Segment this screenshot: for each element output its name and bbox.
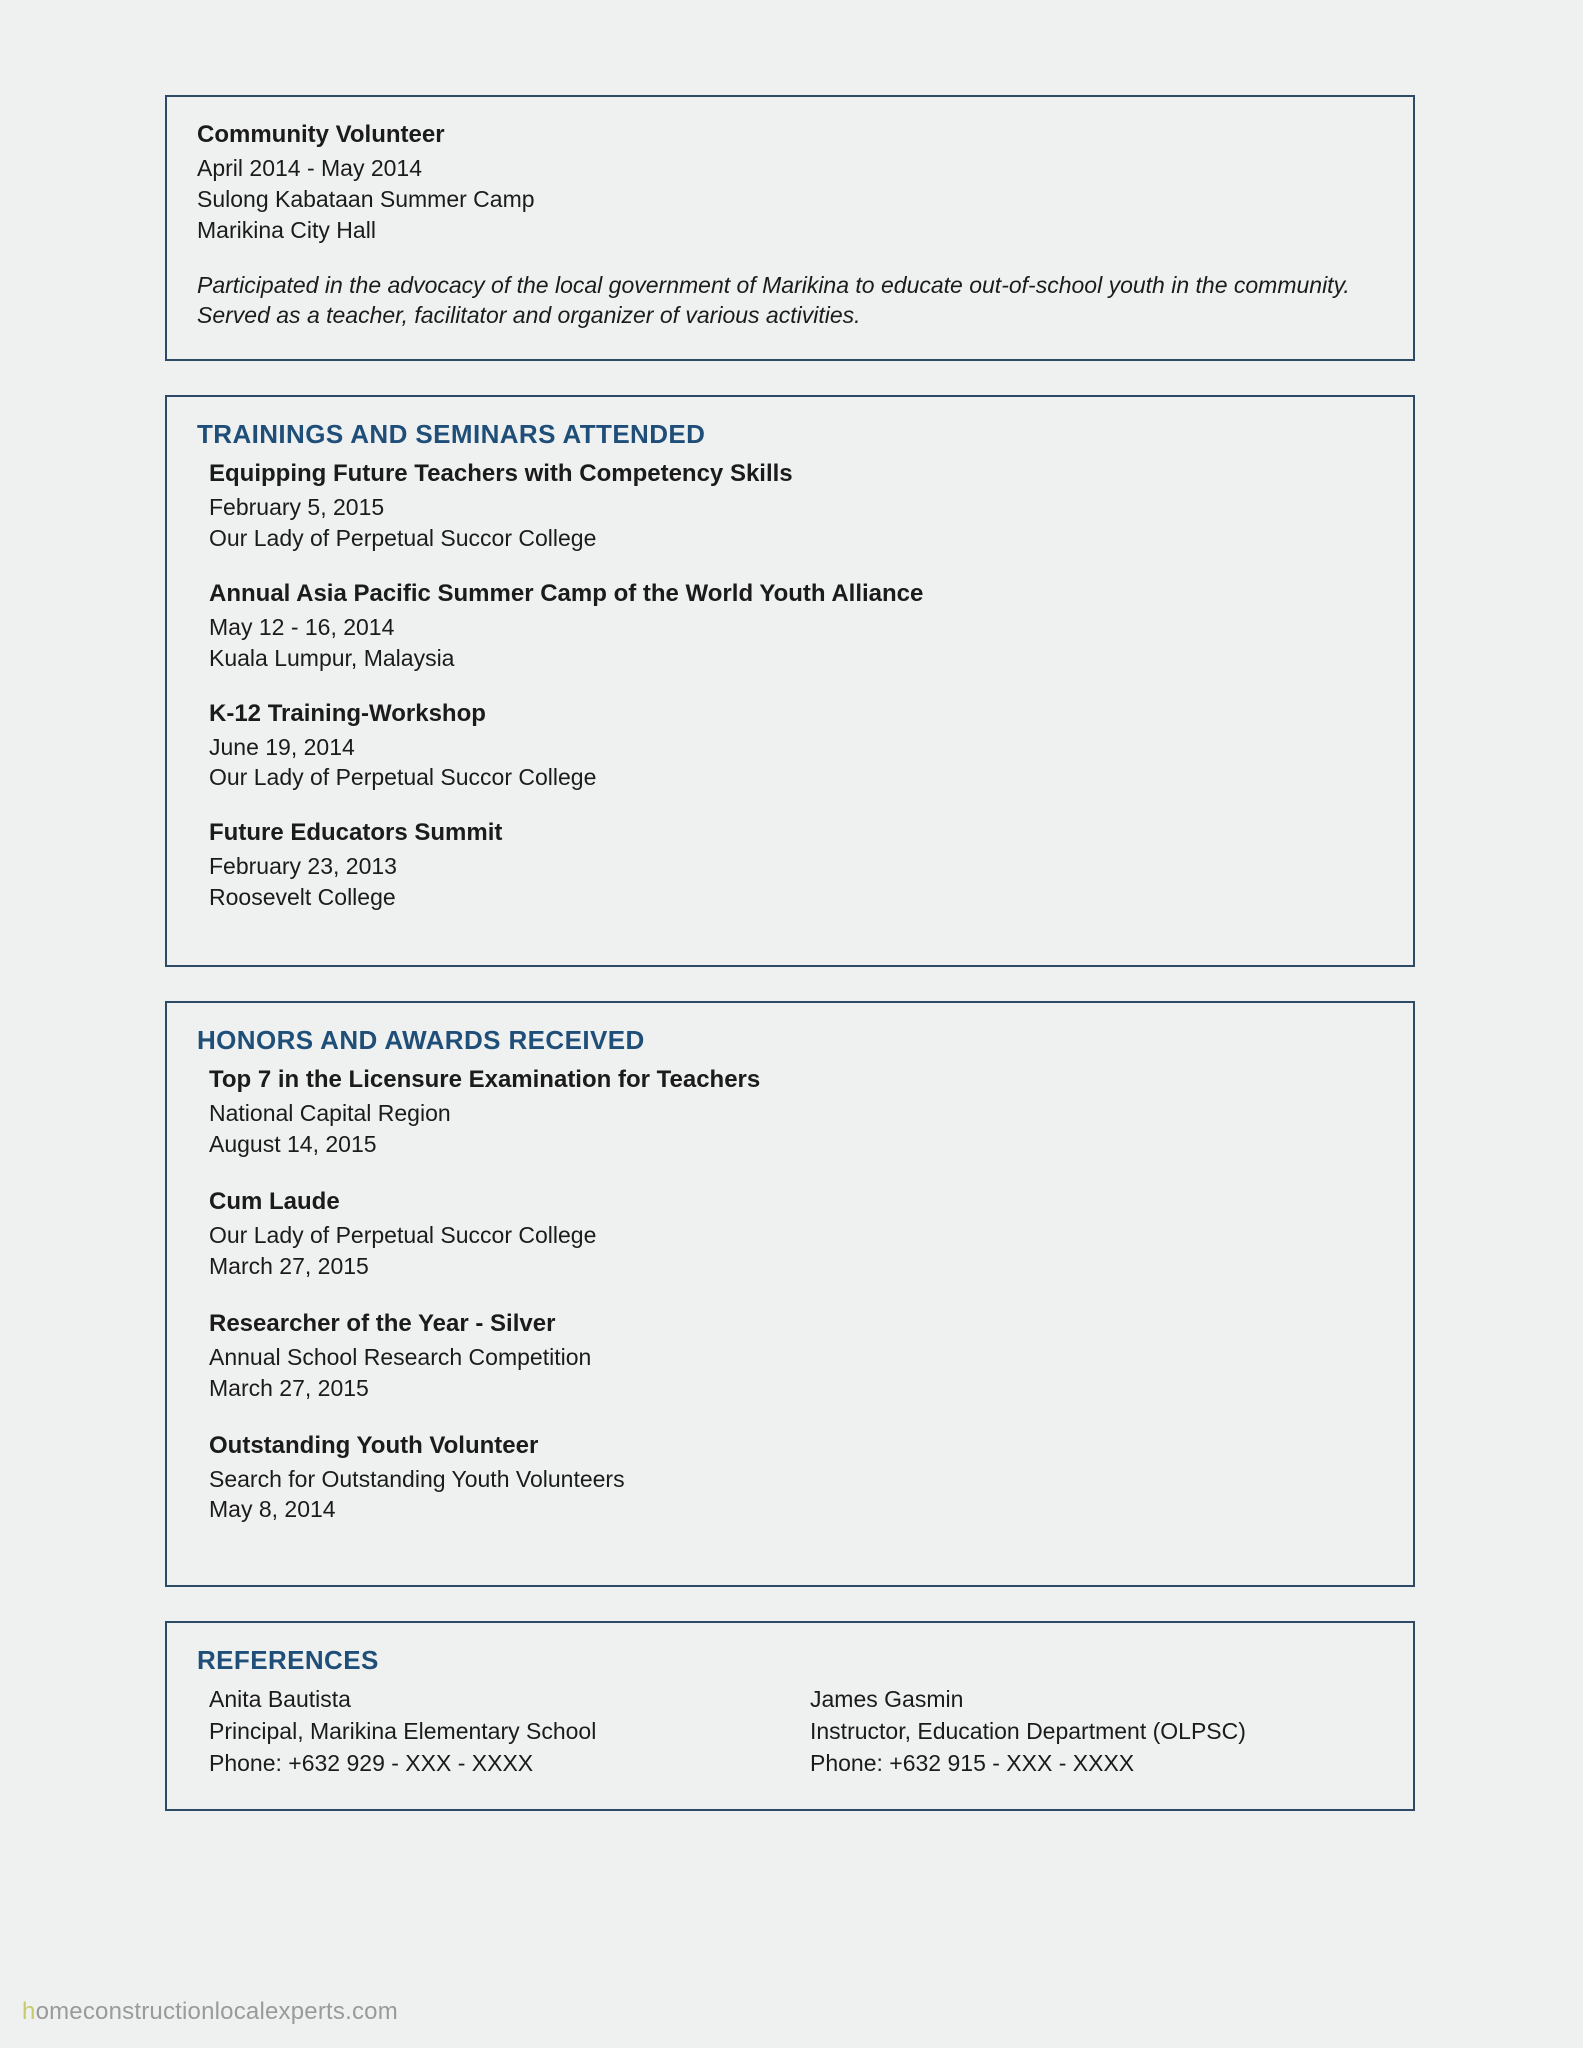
watermark-prefix: h — [22, 1998, 36, 2025]
reference-phone: Phone: +632 915 - XXX - XXXX — [810, 1749, 1135, 1776]
honor-title: Researcher of the Year - Silver — [209, 1309, 556, 1337]
reference-entry — [790, 1686, 1383, 1781]
volunteer-entry — [197, 121, 1383, 331]
honor-title: Top 7 in the Licensure Examination for Teachers — [209, 1066, 761, 1094]
training-place: Kuala Lumpur, Malaysia — [209, 644, 455, 671]
volunteer-location: Marikina City Hall — [197, 216, 376, 243]
training-title: Equipping Future Teachers with Competency Skills — [209, 459, 793, 487]
resume-sheet — [165, 95, 1415, 1845]
honor-title: Outstanding Youth Volunteer — [209, 1431, 539, 1459]
honor-date: August 14, 2015 — [209, 1131, 377, 1158]
honor-date: March 27, 2015 — [209, 1252, 369, 1279]
honor-detail: Annual School Research Competition — [209, 1343, 592, 1370]
training-date: February 23, 2013 — [209, 853, 397, 880]
training-title: Future Educators Summit — [209, 819, 503, 847]
honors-heading: HONORS AND AWARDS RECEIVED — [197, 1025, 645, 1056]
watermark — [22, 1998, 398, 2026]
volunteer-description: Participated in the advocacy of the local government of Marikina to educate out-of-school youth in the community. Served as a teacher, facilitator and organizer of various activities. — [197, 271, 1350, 329]
trainings-heading: TRAININGS AND SEMINARS ATTENDED — [197, 418, 706, 449]
reference-phone: Phone: +632 929 - XXX - XXXX — [209, 1749, 534, 1776]
reference-entry — [197, 1686, 790, 1781]
reference-position: Principal, Marikina Elementary School — [209, 1717, 597, 1744]
training-place: Our Lady of Perpetual Succor College — [209, 764, 597, 791]
training-entry — [197, 460, 1383, 552]
reference-position: Instructor, Education Department (OLPSC) — [810, 1717, 1246, 1744]
community-volunteer-section — [165, 95, 1415, 361]
honors-section — [165, 1001, 1415, 1587]
reference-name: Anita Bautista — [209, 1686, 351, 1713]
reference-name: James Gasmin — [810, 1686, 964, 1713]
honor-date: March 27, 2015 — [209, 1374, 369, 1401]
training-title: K-12 Training-Workshop — [209, 699, 486, 727]
honor-entry — [197, 1310, 1383, 1402]
training-entry — [197, 700, 1383, 792]
honor-detail: National Capital Region — [209, 1100, 451, 1127]
volunteer-organization: Sulong Kabataan Summer Camp — [197, 185, 535, 212]
watermark-text: omeconstructionlocalexperts.com — [35, 1998, 398, 2025]
honor-entry — [197, 1432, 1383, 1524]
references-heading: REFERENCES — [197, 1645, 379, 1676]
training-place: Roosevelt College — [209, 884, 396, 911]
references-columns — [197, 1686, 1383, 1781]
honor-detail: Search for Outstanding Youth Volunteers — [209, 1465, 625, 1492]
volunteer-title: Community Volunteer — [197, 121, 445, 148]
honor-entry — [197, 1188, 1383, 1280]
training-date: February 5, 2015 — [209, 493, 385, 520]
volunteer-dates: April 2014 - May 2014 — [197, 155, 423, 181]
honor-title: Cum Laude — [209, 1187, 340, 1215]
honor-detail: Our Lady of Perpetual Succor College — [209, 1221, 597, 1248]
training-date: May 12 - 16, 2014 — [209, 613, 395, 640]
training-entry — [197, 819, 1383, 911]
trainings-section — [165, 395, 1415, 967]
training-title: Annual Asia Pacific Summer Camp of the World Youth Alliance — [209, 579, 924, 607]
honor-date: May 8, 2014 — [209, 1496, 336, 1523]
references-section — [165, 1621, 1415, 1811]
training-place: Our Lady of Perpetual Succor College — [209, 524, 597, 551]
training-entry — [197, 580, 1383, 672]
training-date: June 19, 2014 — [209, 733, 355, 760]
honor-entry — [197, 1066, 1383, 1158]
